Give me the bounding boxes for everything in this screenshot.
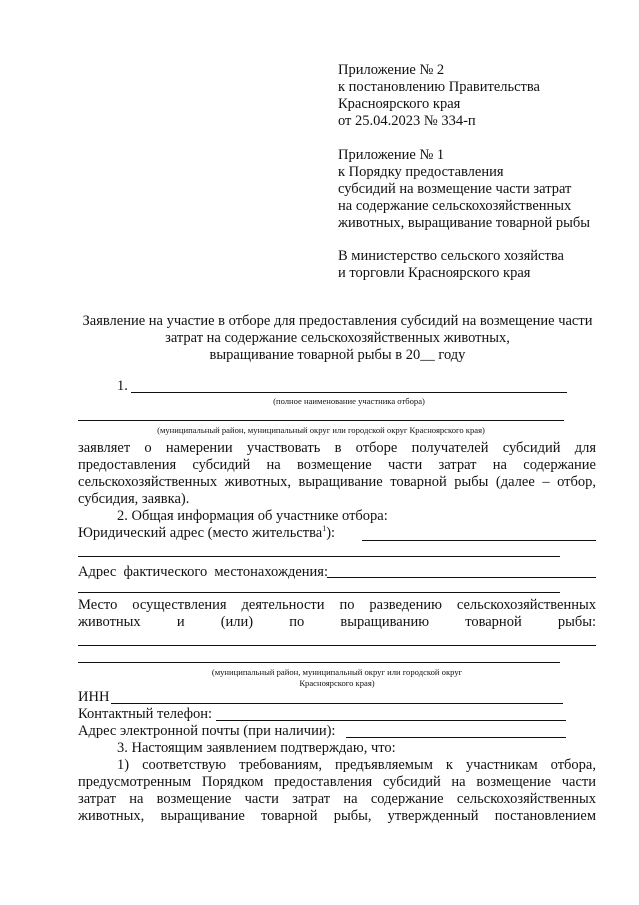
inn-field[interactable] bbox=[111, 703, 563, 704]
actual-address-field-2[interactable] bbox=[78, 592, 560, 593]
document-title: затрат на содержание сельскохозяйственных животных, bbox=[165, 330, 510, 346]
confirm-1-line: животных, выращивание товарной рыбы, утвержденный постановлением bbox=[78, 808, 596, 824]
declares-line: заявляет о намерении участвовать в отборе получателей субсидий для bbox=[78, 440, 596, 456]
legal-address-field[interactable] bbox=[362, 540, 596, 541]
municipality-hint-2: Красноярского края) bbox=[299, 678, 375, 688]
municipality-hint-2: (муниципальный район, муниципальный округ или городской округ bbox=[211, 667, 463, 677]
legal-address-field-2[interactable] bbox=[78, 556, 560, 557]
actual-address-field[interactable] bbox=[327, 577, 596, 578]
section-2-heading: 2. Общая информация об участнике отбора: bbox=[117, 508, 388, 524]
confirm-1-line: предусмотренным Порядком предоставления субсидий на возмещение части bbox=[78, 774, 596, 790]
participant-name-hint: (полное наименование участника отбора) bbox=[273, 396, 425, 406]
phone-label: Контактный телефон: bbox=[78, 706, 213, 722]
confirm-1-line: затрат на возмещение части затрат на содержание сельскохозяйственных bbox=[78, 791, 596, 807]
appendix-2-date: от 25.04.2023 № 334-п bbox=[338, 113, 476, 129]
actual-address-label: Адрес фактического местонахождения: bbox=[78, 564, 328, 580]
declares-line: предоставления субсидий на возмещение части затрат на содержание bbox=[78, 457, 596, 473]
activity-place-line: Место осуществления деятельности по разведению сельскохозяйственных bbox=[78, 597, 596, 613]
declares-line: сельскохозяйственных животных, выращивание товарной рыбы (далее – отбор, bbox=[78, 474, 596, 490]
appendix-2-line: Красноярского края bbox=[338, 96, 461, 112]
appendix-2-line: к постановлению Правительства bbox=[338, 79, 540, 95]
footnote-marker: 1 bbox=[322, 524, 327, 534]
appendix-2-title: Приложение № 2 bbox=[338, 62, 445, 78]
participant-name-field[interactable] bbox=[131, 392, 567, 393]
legal-address-label: Юридический адрес (место жительства$^1$): bbox=[78, 524, 336, 541]
section-3-heading: 3. Настоящим заявлением подтверждаю, что: bbox=[117, 740, 396, 756]
activity-place-line: животных и (или) по выращиванию товарной рыбы: bbox=[78, 614, 596, 630]
appendix-1-line: субсидий на возмещение части затрат bbox=[338, 181, 572, 197]
email-label: Адрес электронной почты (при наличии): bbox=[78, 723, 336, 739]
item-1-number: 1. bbox=[117, 378, 128, 394]
email-field[interactable] bbox=[346, 737, 566, 738]
appendix-1-line: на содержание сельскохозяйственных bbox=[338, 198, 572, 214]
activity-place-field[interactable] bbox=[78, 645, 596, 646]
phone-field[interactable] bbox=[216, 720, 566, 721]
addressee-line: В министерство сельского хозяйства bbox=[338, 248, 564, 264]
appendix-1-title: Приложение № 1 bbox=[338, 147, 445, 163]
appendix-1-line: животных, выращивание товарной рыбы bbox=[338, 215, 591, 231]
municipality-field[interactable] bbox=[78, 420, 564, 421]
appendix-1-line: к Порядку предоставления bbox=[338, 164, 504, 180]
addressee-line: и торговли Красноярского края bbox=[338, 265, 531, 281]
inn-label: ИНН bbox=[78, 689, 110, 705]
municipality-hint: (муниципальный район, муниципальный округ или городской округ Красноярского края) bbox=[157, 425, 485, 435]
document-title: выращивание товарной рыбы в 20__ году bbox=[209, 347, 466, 363]
declares-line: субсидия, заявка). bbox=[78, 491, 190, 507]
document-title: Заявление на участие в отборе для предоставления субсидий на возмещение части bbox=[82, 313, 593, 329]
confirm-1-line: 1) соответствую требованиям, предъявляемым к участникам отбора, bbox=[117, 757, 596, 773]
activity-place-field-2[interactable] bbox=[78, 662, 560, 663]
